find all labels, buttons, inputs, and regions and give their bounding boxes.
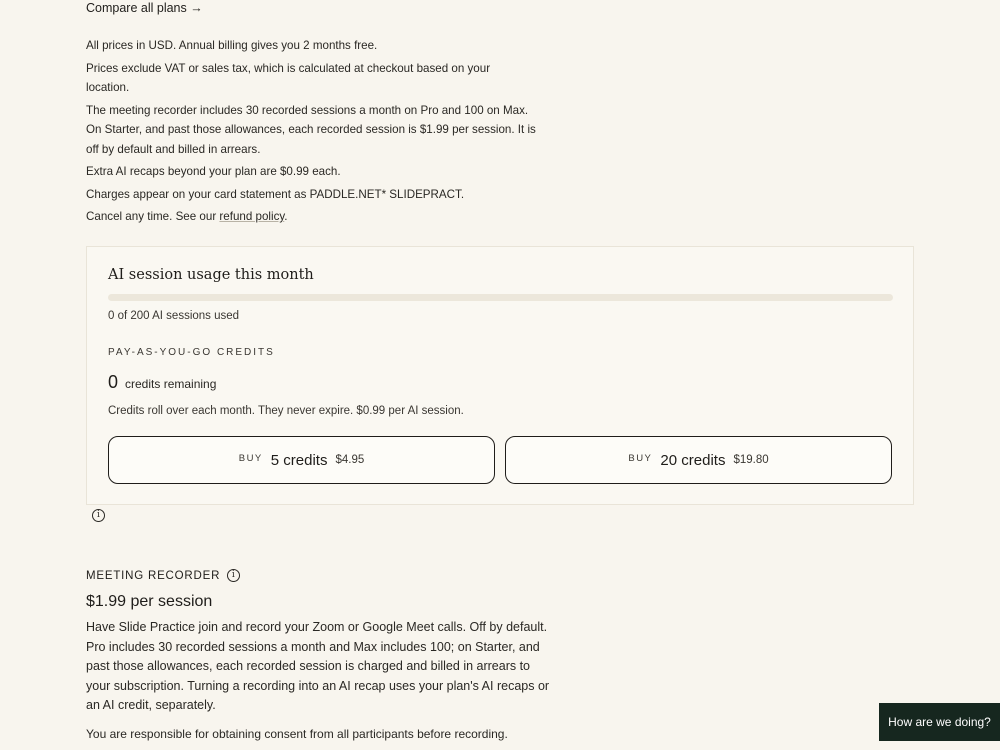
prices-tax-note: Prices exclude VAT or sales tax, which is calculated at checkout based on your location.	[86, 61, 491, 94]
buy-price: $4.95	[335, 454, 365, 466]
buy-quantity: 5 credits	[270, 451, 328, 469]
buy-price: $19.80	[733, 454, 769, 466]
recaps-pricing-note: Extra AI recaps beyond your plan are $0.99 each.	[86, 165, 341, 178]
ai-usage-card	[86, 246, 914, 505]
buy-label: BUY	[238, 452, 263, 464]
usage-progress-bar	[108, 294, 893, 301]
meeting-recorder-heading	[86, 569, 240, 582]
refund-policy-link[interactable]: refund policy	[219, 210, 285, 223]
buy-5-credits-button[interactable]	[108, 436, 495, 484]
recorder-price: $1.99 per session	[86, 593, 213, 610]
compare-all-plans-link[interactable]: Compare all plans →	[86, 1, 203, 15]
recorder-description: Have Slide Practice join and record your Zoom or Google Meet calls. Off by default. Pro includes 30 recorded sessions a month and Max includes 100; on Starter, and past those allowances, each recorded session is charged and billed in arrears to your subscription. Turning a recording into an AI recap uses your plan's AI recaps or an AI credit, separately.	[86, 620, 550, 712]
info-icon[interactable]: i	[92, 509, 105, 522]
cancel-note	[86, 207, 536, 227]
pricing-notes	[86, 36, 536, 230]
feedback-button[interactable]: How are we doing?	[879, 703, 1000, 741]
usage-title: AI session usage this month	[108, 267, 314, 283]
recorder-info-icon[interactable]: i	[227, 569, 240, 582]
recorder-pricing-note: The meeting recorder includes 30 recorded sessions a month on Pro and 100 on Max. On Starter, and past those allowances, each recorded session is $1.99 per session. It is off by default and billed in arrears.	[86, 103, 536, 156]
usage-count-text: 0 of 200 AI sessions used	[108, 310, 240, 322]
recorder-consent-note: You are responsible for obtaining consent from all participants before recording.	[86, 727, 508, 741]
buy-label: BUY	[628, 452, 653, 464]
credits-remaining-row	[108, 372, 216, 393]
payg-credits-label: PAY-AS-YOU-GO CREDITS	[108, 347, 275, 358]
meeting-recorder-label: MEETING RECORDER	[86, 569, 221, 582]
credits-note: Credits roll over each month. They never expire. $0.99 per AI session.	[108, 405, 464, 417]
buy-quantity: 20 credits	[660, 451, 726, 469]
credits-remaining-count: 0	[108, 372, 119, 392]
buy-20-credits-button[interactable]	[505, 436, 892, 484]
cancel-note-suffix: .	[284, 210, 288, 223]
statement-note: Charges appear on your card statement as PADDLE.NET* SLIDEPRACT.	[86, 187, 465, 201]
prices-currency-note: All prices in USD. Annual billing gives you 2 months free.	[86, 39, 378, 52]
cancel-note-text: Cancel any time. See our	[86, 210, 217, 223]
credits-remaining-label: credits remaining	[125, 377, 217, 391]
